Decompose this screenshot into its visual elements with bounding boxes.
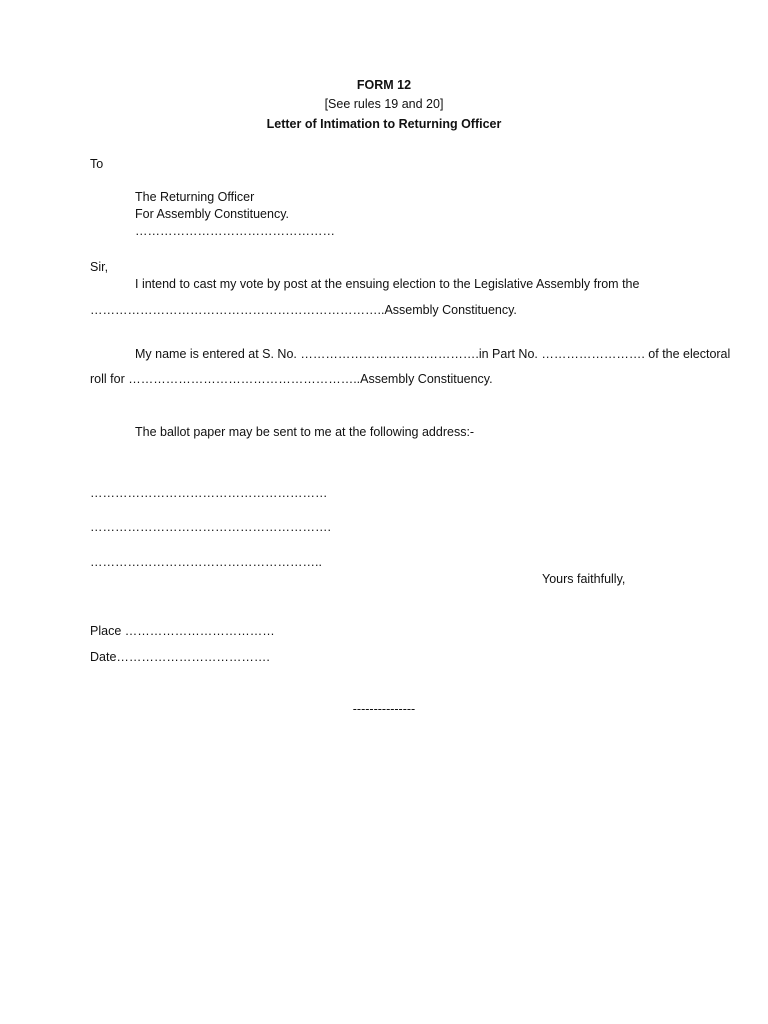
place-field: Place ……………………………… [90,624,275,638]
form-number: FORM 12 [356,78,412,92]
paragraph-1-line-2: ……………………………………………………………..Assembly Constituency. [90,303,517,317]
paragraph-2-line-2: roll for ………………………………………………..Assembly Constituency. [90,372,493,386]
form-title: Letter of Intimation to Returning Officer [266,117,502,131]
addressee-line-2: For Assembly Constituency. [135,207,289,221]
sign-off: Yours faithfully, [542,572,626,586]
address-line-1: ………………………………………………… [90,486,328,500]
date-field: Date………………………………. [90,650,270,664]
address-line-3: ……………………………………………….. [90,555,322,569]
rules-reference: [See rules 19 and 20] [324,97,444,111]
to-label: To [90,157,104,171]
paragraph-1-line-1: I intend to cast my vote by post at the ensuing election to the Legislative Assembly from the [135,277,640,291]
paragraph-2-line-1: My name is entered at S. No. …………………………………….in Part No. ……………………. of the electoral [135,347,731,361]
address-line-2: …………………………………………………. [90,520,331,534]
addressee-line-3: ………………………………………… [135,224,335,238]
salutation: Sir, [90,260,109,274]
footer-separator: --------------- [352,702,416,716]
addressee-line-1: The Returning Officer [135,190,255,204]
paragraph-3: The ballot paper may be sent to me at the following address:- [135,425,475,439]
